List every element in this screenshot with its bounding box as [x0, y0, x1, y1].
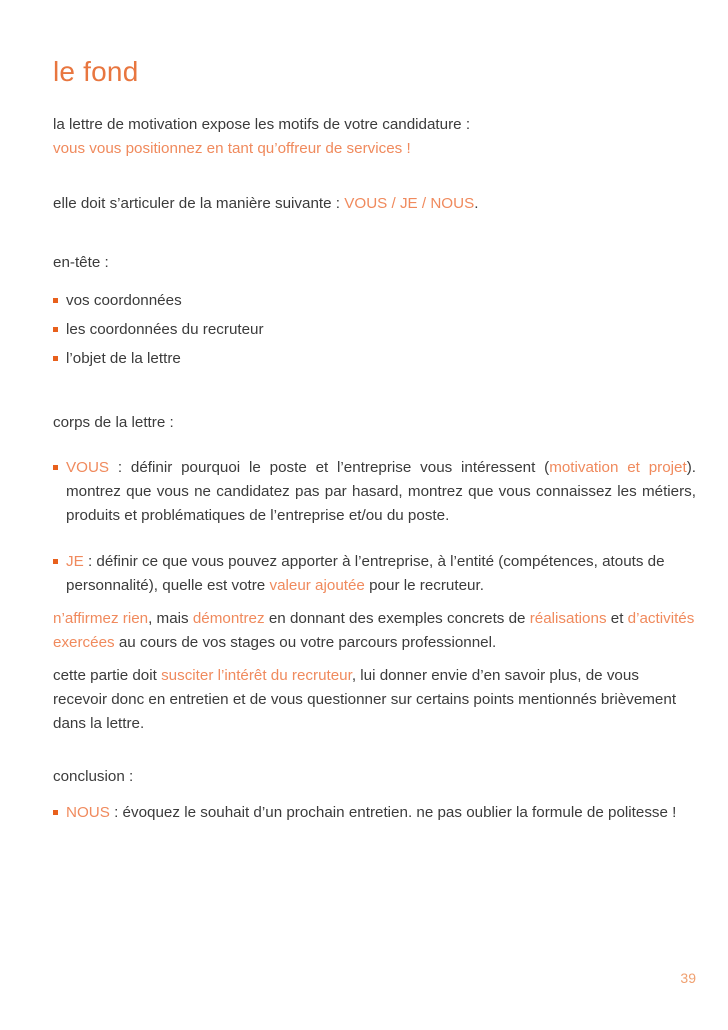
- je-line2-accent-1: n’affirmez rien: [53, 610, 149, 627]
- page-number: 39: [680, 970, 696, 986]
- corps-vous-block: [53, 456, 696, 528]
- entete-bullet-list: [53, 289, 696, 371]
- conclusion-nous-paragraph: [66, 801, 696, 825]
- conclusion-heading: conclusion :: [53, 768, 134, 785]
- je-line3-accent-1: susciter l’intérêt du recruteur: [161, 667, 352, 684]
- intro-line-1: la lettre de motivation expose les motifs de votre candidature :: [53, 116, 471, 133]
- je-line2-text-1: , mais: [148, 610, 193, 627]
- corps-je-paragraph: [66, 550, 696, 598]
- corps-je-line2: [53, 607, 696, 655]
- je-line2-text-2: en donnant des exemples concrets de: [264, 610, 530, 627]
- structure-tail: .: [474, 195, 479, 212]
- corps-je-accent-1: valeur ajoutée: [269, 577, 365, 594]
- bullet-square-icon: [53, 559, 58, 564]
- bullet-square-icon: [53, 298, 58, 303]
- structure-block: [53, 192, 696, 216]
- corps-je-text-2: pour le recruteur.: [364, 577, 484, 594]
- section-entete: [53, 251, 696, 275]
- list-item: [53, 289, 696, 313]
- je-line3-text-1: cette partie doit: [53, 667, 162, 684]
- page-title: le fond: [53, 56, 139, 87]
- entete-heading: en-tête :: [53, 254, 109, 271]
- corps-vous-label: VOUS: [66, 459, 110, 476]
- list-item: [53, 347, 696, 371]
- corps-je-line3: [53, 664, 696, 736]
- intro-line-2: vous vous positionnez en tant qu’offreur de services !: [53, 140, 411, 157]
- je-line2-text-3: et: [606, 610, 628, 627]
- bullet-square-icon: [53, 810, 58, 815]
- conclusion-nous-label: NOUS: [66, 804, 110, 821]
- list-item-label: vos coordonnées: [66, 292, 182, 309]
- structure-accent: VOUS / JE / NOUS: [344, 195, 475, 212]
- list-item: [53, 318, 696, 342]
- structure-line: [53, 192, 696, 216]
- page-content: [53, 0, 696, 825]
- structure-lead: elle doit s’articuler de la manière suivante :: [53, 195, 345, 212]
- je-line2-accent-3: réalisations: [529, 610, 607, 627]
- corps-je-text-1: : définir ce que vous pouvez apporter à l’entreprise, à l’entité (compétences, atouts de personnalité), quelle est votre: [66, 553, 665, 594]
- conclusion-nous-block: [53, 801, 696, 825]
- je-line2-accent-4: d’activités exercées: [53, 610, 695, 651]
- section-corps: [53, 411, 696, 435]
- list-item-label: les coordonnées du recruteur: [66, 321, 264, 338]
- corps-je-block: [53, 550, 696, 598]
- bullet-square-icon: [53, 327, 58, 332]
- bullet-square-icon: [53, 356, 58, 361]
- list-item-label: l’objet de la lettre: [66, 350, 181, 367]
- je-line2-accent-2: démontrez: [192, 610, 265, 627]
- corps-vous-text-2: ). montrez que vous ne candidatez pas par hasard, montrez que vous connaissez les métiers, produits et problématiques de l’entreprise et/ou du poste.: [66, 459, 696, 524]
- je-line2-text-4: au cours de vos stages ou votre parcours professionnel.: [114, 634, 497, 651]
- section-conclusion: [53, 765, 696, 789]
- corps-vous-accent-1: motivation et projet: [549, 459, 687, 476]
- conclusion-nous-text: : évoquez le souhait d’un prochain entretien. ne pas oublier la formule de politesse !: [109, 804, 677, 821]
- corps-je-line3-block: [53, 664, 696, 736]
- je-line3-text-2: , lui donner envie d’en savoir plus, de vous recevoir donc en entretien et de vous questionner sur certains points mentionnés brièvement dans la lettre.: [53, 667, 677, 732]
- corps-vous-text-1: : définir pourquoi le poste et l’entreprise vous intéressent (: [109, 459, 550, 476]
- corps-je-line2-block: [53, 607, 696, 655]
- intro-block: [53, 113, 696, 161]
- corps-heading: corps de la lettre :: [53, 414, 174, 431]
- corps-vous-paragraph: [66, 456, 696, 528]
- corps-je-label: JE: [66, 553, 84, 570]
- bullet-square-icon: [53, 465, 58, 470]
